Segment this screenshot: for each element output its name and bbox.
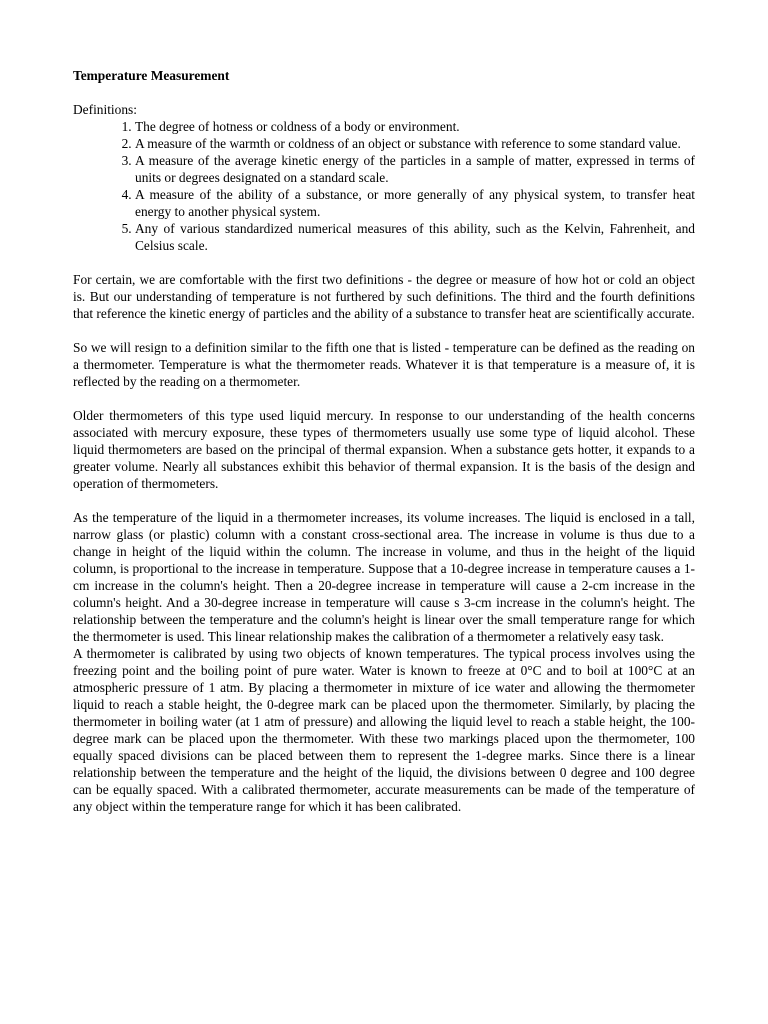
definition-item: 3. A measure of the average kinetic energy of the particles in a sample of matter, expressed in terms of units or degrees designated on a standard scale.	[135, 152, 695, 186]
paragraph-definitions-discussion: For certain, we are comfortable with the first two definitions - the degree or measure of how hot or cold an object is. But our understanding of temperature is not furthered by such definitions. The third and the fourth definitions that reference the kinetic energy of particles and the ability of a substance to transfer heat are scientifically accurate.	[73, 272, 695, 321]
paragraph-thermometer-definition: So we will resign to a definition similar to the fifth one that is listed - temperature can be defined as the reading on a thermometer. Temperature is what the thermometer reads. Whatever it is that temperature is a measure of, it is reflected by the reading on a thermometer.	[73, 340, 695, 389]
paragraph-thermal-expansion: As the temperature of the liquid in a thermometer increases, its volume increases. The liquid is enclosed in a tall, narrow glass (or plastic) column with a constant cross-sectional area. The increase in volume is thus due to a change in height of the liquid within the column. The increase in volume, and thus in the height of the liquid column, is proportional to the increase in temperature. Suppose that a 10-degree increase in temperature causes a 1-cm increase in the column's height. Then a 20-degree increase in temperature will cause a 2-cm increase in the column's height. And a 30-degree increase in temperature will cause s 3-cm increase in the column's height. The relationship between the temperature and the column's height is linear over the small temperature range for which the thermometer is used. This linear relationship makes the calibration of a thermometer a relatively easy task.	[73, 510, 695, 644]
definitions-list	[73, 118, 695, 254]
document-title: Temperature Measurement	[73, 68, 230, 83]
definitions-label: Definitions:	[73, 102, 137, 117]
document-page	[73, 67, 695, 815]
definition-item: 5. Any of various standardized numerical measures of this ability, such as the Kelvin, Fahrenheit, and Celsius scale.	[135, 220, 695, 254]
definition-item: 4. A measure of the ability of a substance, or more generally of any physical system, to transfer heat energy to another physical system.	[135, 186, 695, 220]
definition-item: 2. A measure of the warmth or coldness of an object or substance with reference to some standard value.	[135, 135, 695, 152]
paragraph-calibration: A thermometer is calibrated by using two objects of known temperatures. The typical process involves using the freezing point and the boiling point of pure water. Water is known to freeze at 0°C and to boil at 100°C at an atmospheric pressure of 1 atm. By placing a thermometer in mixture of ice water and allowing the thermometer liquid to reach a stable height, the 0-degree mark can be placed upon the thermometer. Similarly, by placing the thermometer in boiling water (at 1 atm of pressure) and allowing the liquid level to reach a stable height, the 100-degree mark can be placed upon the thermometer. With these two markings placed upon the thermometer, 100 equally spaced divisions can be placed between them to represent the 1-degree marks. Since there is a linear relationship between the temperature and the height of the liquid, the divisions between 0 degree and 100 degree can be equally spaced. With a calibrated thermometer, accurate measurements can be made of the temperature of any object within the temperature range for which it has been calibrated.	[73, 646, 695, 814]
definition-item: 1. The degree of hotness or coldness of a body or environment.	[135, 118, 695, 135]
paragraph-liquid-thermometers: Older thermometers of this type used liquid mercury. In response to our understanding of the health concerns associated with mercury exposure, these types of thermometers usually use some type of liquid alcohol. These liquid thermometers are based on the principal of thermal expansion. When a substance gets hotter, it expands to a greater volume. Nearly all substances exhibit this behavior of thermal expansion. It is the basis of the design and operation of thermometers.	[73, 408, 695, 491]
